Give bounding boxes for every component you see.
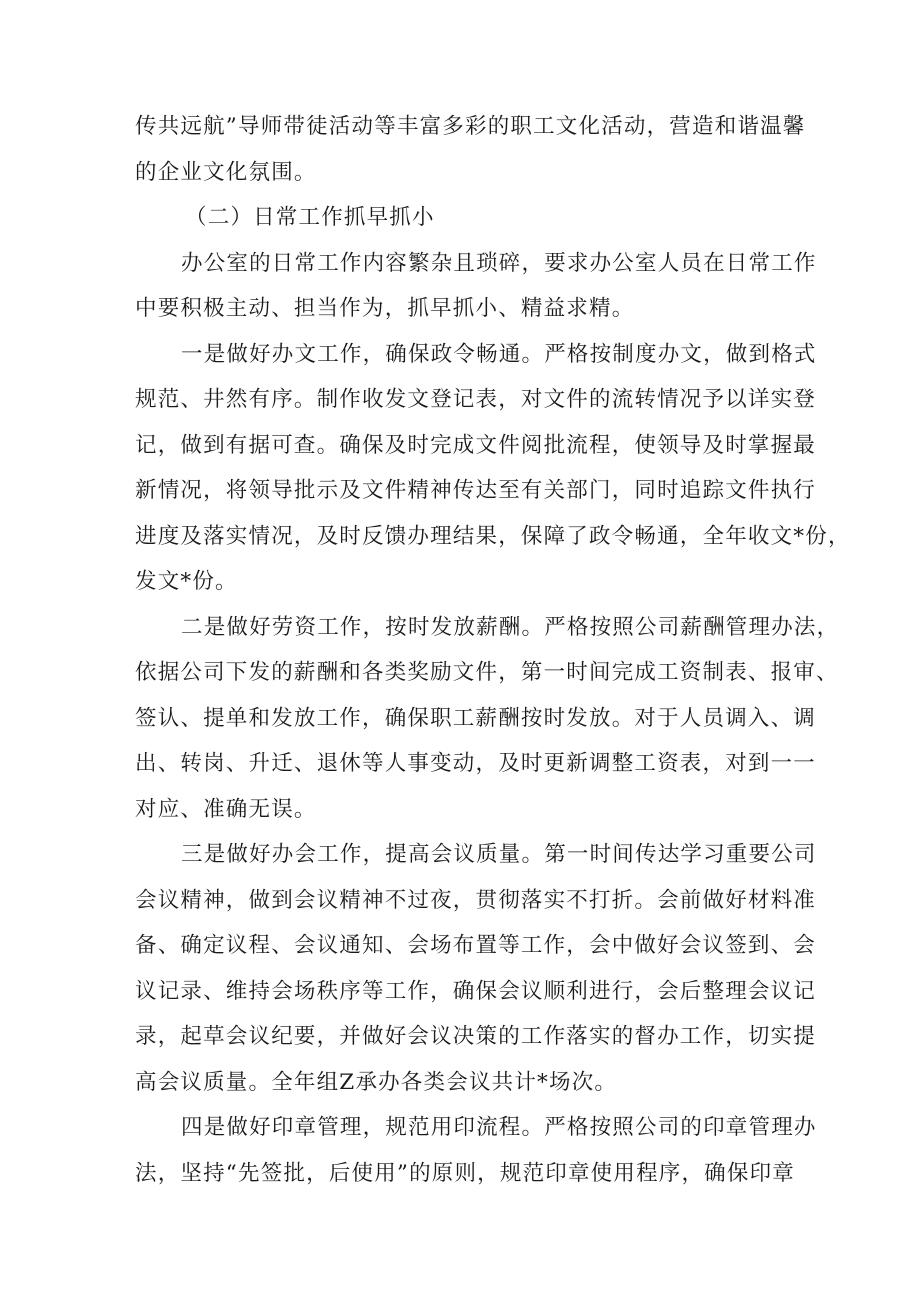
- paragraph-line: 依据公司下发的薪酬和各类奖励文件，第一时间完成工资制表、报审、: [135, 660, 839, 685]
- paragraph-line: 记，做到有据可查。确保及时完成文件阅批流程，使领导及时掌握最: [135, 432, 817, 458]
- paragraph-line: 二是做好劳资工作，按时发放薪酬。严格按照公司薪酬管理办法，: [181, 614, 840, 640]
- paragraph-line: 一是做好办文工作，确保政令畅通。严格按制度办文，做到格式: [181, 341, 817, 367]
- paragraph-line: 进度及落实情况，及时反馈办理结果，保障了政令畅通，全年收文*份，: [135, 523, 851, 549]
- paragraph-line: 办公室的日常工作内容繁杂且琐碎，要求办公室人员在日常工作: [181, 250, 817, 276]
- paragraph-line: 会议精神，做到会议精神不过夜，贯彻落实不打折。会前做好材料准: [135, 887, 817, 913]
- paragraph-line: 发文*份。: [135, 569, 238, 594]
- paragraph-line: 新情况，将领导批示及文件精神传达至有关部门，同时追踪文件执行: [135, 478, 817, 503]
- paragraph-line: 规范、井然有序。制作收发文登记表，对文件的流转情况予以详实登: [135, 387, 817, 412]
- paragraph-line: 议记录、维持会场秩序等工作，确保会议顺利进行，会后整理会议记: [135, 978, 817, 1004]
- paragraph-line: 三是做好办会工作，提高会议质量。第一时间传达学习重要公司: [181, 842, 817, 867]
- paragraph-line: 签认、提单和发放工作，确保职工薪酬按时发放。对于人员调入、调: [135, 705, 817, 731]
- paragraph-line: 的企业文化氛围。: [135, 159, 317, 185]
- paragraph-line: 高会议质量。全年组Z承办各类会议共计*场次。: [135, 1069, 618, 1095]
- paragraph-line: 中要积极主动、担当作为，抓早抓小、精益求精。: [135, 296, 635, 321]
- section-heading: （二）日常工作抓早抓小: [185, 205, 435, 230]
- paragraph-line: 传共远航”导师带徒活动等丰富多彩的职工文化活动，营造和谐温馨: [135, 114, 806, 139]
- paragraph-line: 备、确定议程、会议通知、会场布置等工作，会中做好会议签到、会: [135, 933, 817, 958]
- paragraph-line: 出、转岗、升迁、退休等人事变动，及时更新调整工资表，对到一一: [135, 751, 817, 776]
- document-body: [135, 104, 851, 1196]
- paragraph-line: 对应、准确无误。: [135, 796, 317, 822]
- paragraph-line: 法，坚持“先签批，后使用”的原则，规范印章使用程序，确保印章: [135, 1160, 795, 1186]
- paragraph-line: 四是做好印章管理，规范用印流程。严格按照公司的印章管理办: [181, 1115, 817, 1140]
- paragraph-line: 录，起草会议纪要，并做好会议决策的工作落实的督办工作，切实提: [135, 1024, 817, 1049]
